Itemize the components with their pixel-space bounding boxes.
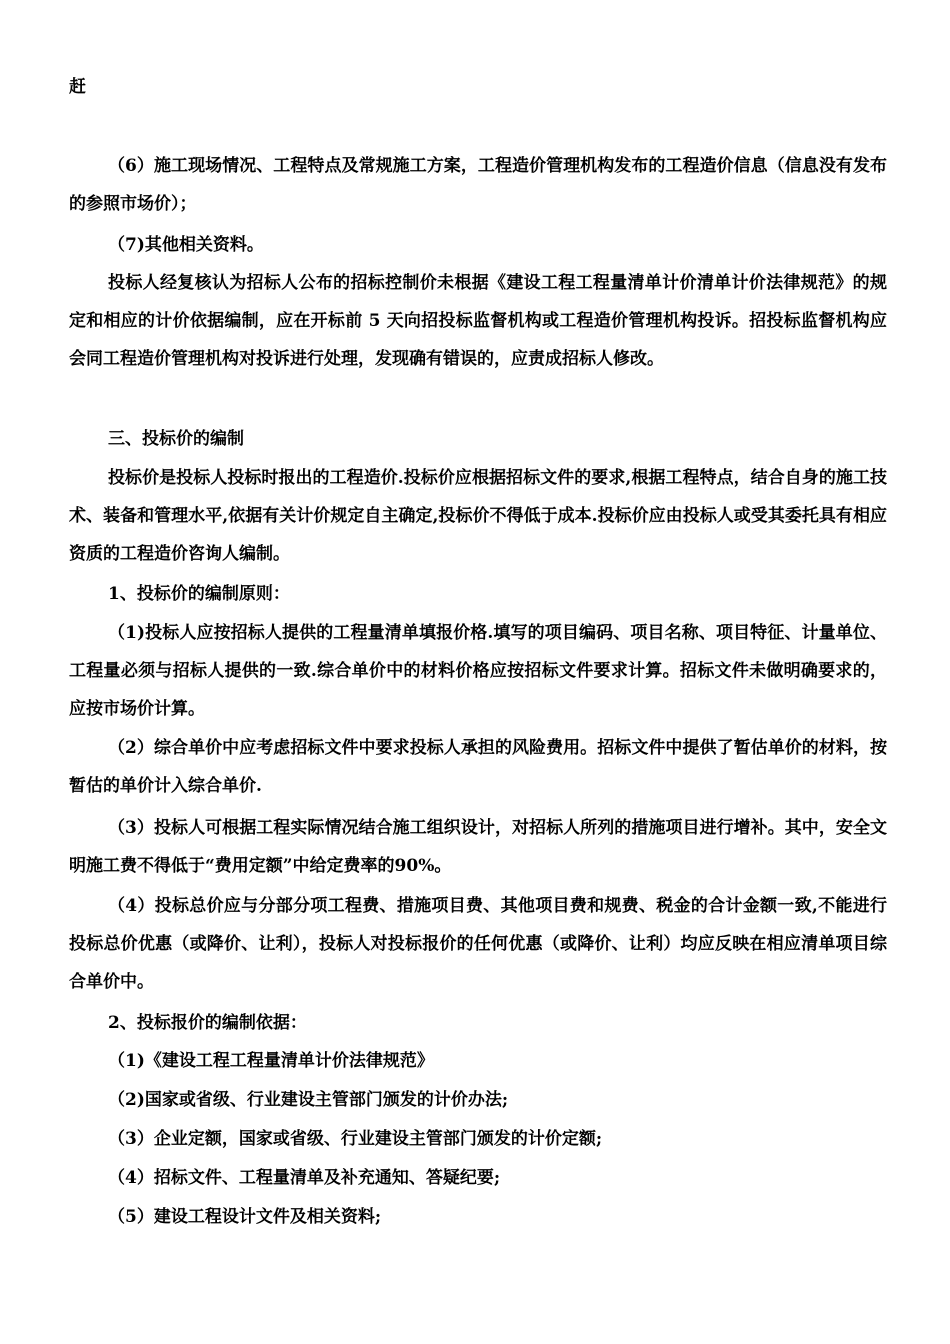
paragraph-basis-4: （4）招标文件、工程量清单及补充通知、答疑纪要; [108, 1168, 501, 1188]
subheading-basis: 2、投标报价的编制依据： [108, 1013, 307, 1033]
paragraph-complaint: 投标人经复核认为招标人公布的招标控制价未根据《建设工程工程量清单计价清单计价法律规范》的规定和相应的计价依据编制，应在开标前 5 天向招投标监督机构或工程造价管理机构投诉。招投标监督机构应会同工程造价管理机构对投诉进行处理，发现确有错误的，应责成招标人修改。 [69, 273, 887, 369]
section-heading-bid-price: 三、投标价的编制 [108, 429, 244, 449]
paragraph-basis-1: （1)《建设工程工程量清单计价法律规范》 [108, 1051, 434, 1071]
paragraph-basis-2: （2)国家或省级、行业建设主管部门颁发的计价办法; [108, 1090, 509, 1110]
paragraph-principle-1: （1)投标人应按招标人提供的工程量清单填报价格.填写的项目编码、项目名称、项目特征、计量单位、工程量必须与招标人提供的一致.综合单价中的材料价格应按招标文件要求计算。招标文件未做明确要求的，应按市场价计算。 [69, 623, 887, 719]
paragraph-item-6: （6）施工现场情况、工程特点及常规施工方案，工程造价管理机构发布的工程造价信息（信息没有发布的参照市场价）； [69, 156, 887, 214]
paragraph-principle-3: （3）投标人可根据工程实际情况结合施工组织设计，对招标人所列的措施项目进行增补。其中，安全文明施工费不得低于“费用定额”中给定费率的90%。 [69, 818, 887, 876]
paragraph-basis-5: （5）建设工程设计文件及相关资料; [108, 1207, 382, 1227]
paragraph-carryover: 赶 [69, 77, 86, 97]
paragraph-principle-2: （2）综合单价中应考虑招标文件中要求投标人承担的风险费用。招标文件中提供了暂估单价的材料，按暂估的单价计入综合单价. [69, 738, 887, 796]
paragraph-principle-4: （4）投标总价应与分部分项工程费、措施项目费、其他项目费和规费、税金的合计金额一致,不能进行投标总价优惠（或降价、让利），投标人对投标报价的任何优惠（或降价、让利）均应反映在相应清单项目综合单价中。 [69, 896, 887, 992]
paragraph-basis-3: （3）企业定额，国家或省级、行业建设主管部门颁发的计价定额; [108, 1129, 603, 1149]
paragraph-item-7: （7)其他相关资料。 [108, 235, 264, 255]
paragraph-bid-price-definition: 投标价是投标人投标时报出的工程造价.投标价应根据招标文件的要求,根据工程特点，结合自身的施工技术、装备和管理水平,依据有关计价规定自主确定,投标价不得低于成本.投标价应由投标人或受其委托具有相应资质的工程造价咨询人编制。 [69, 468, 887, 564]
subheading-principles: 1、投标价的编制原则： [108, 584, 290, 604]
